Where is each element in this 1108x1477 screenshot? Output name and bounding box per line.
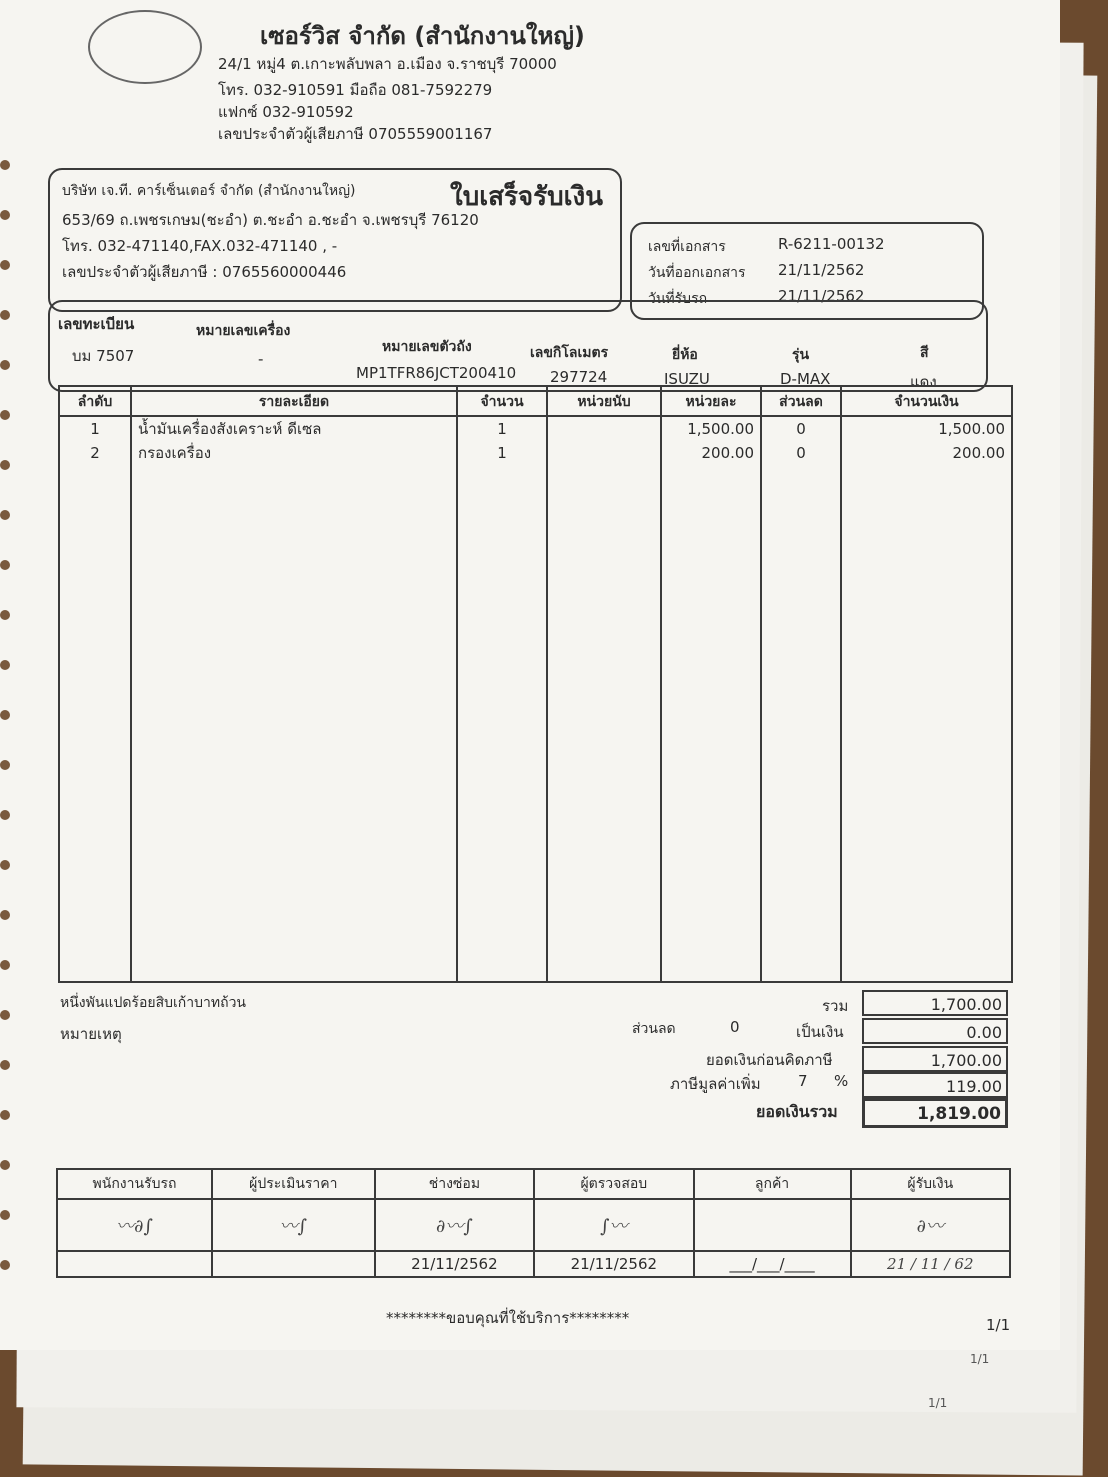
grand-total-label: ยอดเงินรวม <box>756 1102 838 1121</box>
issuer-address: 24/1 หมู่4 ต.เกาะพลับพลา อ.เมือง จ.ราชบุรี 70000 <box>218 55 557 73</box>
page-number: 1/1 <box>986 1316 1011 1334</box>
issuer-phone: โทร. 032-910591 มือถือ 081-7592279 <box>218 81 493 99</box>
signature-labels-row <box>57 1169 1010 1199</box>
seq-cell <box>59 416 131 982</box>
signature-cashier: ∂〰 <box>851 1199 1010 1251</box>
sig-label-estimator: ผู้ประเมินราคา <box>212 1169 375 1199</box>
items-header-row <box>59 386 1012 416</box>
document-title: ใบเสร็จรับเงิน <box>450 182 603 212</box>
col-seq: ลำดับ <box>59 386 131 416</box>
sum-value: 1,700.00 <box>862 990 1008 1016</box>
discount-amount: 0.00 <box>862 1018 1008 1044</box>
sig-label-inspector: ผู้ตรวจสอบ <box>534 1169 693 1199</box>
item-amount: 1,500.00 <box>938 420 1005 438</box>
item-unit <box>548 417 660 441</box>
mileage: 297724 <box>550 368 608 386</box>
customer-address: 653/69 ถ.เพชรเกษม(ชะอำ) ต.ชะอำ อ.ชะอำ จ.เพชรบุรี 76120 <box>62 211 479 229</box>
signature-estimator: 〰∫ <box>212 1199 375 1251</box>
customer-box <box>48 168 622 312</box>
item-seq: 1 <box>90 420 100 438</box>
item-unit <box>548 441 660 465</box>
sig-label-mechanic: ช่างซ่อม <box>375 1169 534 1199</box>
item-amount: 200.00 <box>952 444 1005 462</box>
item-desc: กรองเครื่อง <box>138 444 212 462</box>
item-desc: น้ำมันเครื่องสังเคราะห์ ดีเซล <box>138 420 322 438</box>
model-label: รุ่น <box>792 347 810 363</box>
underlying-page-number-2: 1/1 <box>928 1396 948 1410</box>
as-money-label: เป็นเงิน <box>796 1023 844 1041</box>
sig-date-customer: ___/___/____ <box>694 1251 851 1277</box>
item-price: 200.00 <box>701 444 754 462</box>
item-qty: 1 <box>497 420 507 438</box>
signature-marks-row <box>57 1199 1010 1251</box>
mileage-label: เลขกิโลเมตร <box>530 345 609 361</box>
sig-date-cashier: 21 / 11 / 62 <box>851 1251 1010 1277</box>
customer-tax-id: เลขประจำตัวผู้เสียภาษี : 0765560000446 <box>62 263 347 281</box>
model: D-MAX <box>780 370 831 388</box>
vat-value: 119.00 <box>862 1072 1008 1098</box>
col-unit: หน่วยนับ <box>547 386 661 416</box>
price-cell <box>661 416 761 982</box>
engine-number: - <box>258 350 264 368</box>
issuer-tax-id: เลขประจำตัวผู้เสียภาษี 0705559001167 <box>218 125 493 143</box>
issue-date-label: วันที่ออกเอกสาร <box>648 265 746 281</box>
thank-you-footer: ********ขอบคุณที่ใช้บริการ******** <box>386 1309 630 1327</box>
amount-in-words: หนึ่งพันแปดร้อยสิบเก้าบาทถ้วน <box>60 995 247 1011</box>
vehicle-box <box>48 300 988 392</box>
doc-number-label: เลขที่เอกสาร <box>648 239 726 255</box>
signature-inspector: ∫〰 <box>534 1199 693 1251</box>
signature-table <box>56 1168 1011 1278</box>
chassis-number: MP1TFR86JCT200410 <box>356 364 517 382</box>
vat-rate: 7 <box>798 1072 808 1090</box>
signature-reception: 〰∂∫ <box>57 1199 212 1251</box>
desc-cell <box>131 416 457 982</box>
grand-total-value: 1,819.00 <box>862 1098 1008 1128</box>
signature-dates-row <box>57 1251 1010 1277</box>
col-discount: ส่วนลด <box>761 386 841 416</box>
items-body <box>59 416 1012 982</box>
vat-label: ภาษีมูลค่าเพิ่ม <box>670 1075 761 1093</box>
qty-cell <box>457 416 547 982</box>
sig-date-mechanic: 21/11/2562 <box>375 1251 534 1277</box>
engine-label: หมายเลขเครื่อง <box>196 323 291 339</box>
item-qty: 1 <box>497 444 507 462</box>
before-tax-value: 1,700.00 <box>862 1046 1008 1072</box>
sig-label-cashier: ผู้รับเงิน <box>851 1169 1010 1199</box>
color-label: สี <box>920 345 929 361</box>
brand-label: ยี่ห้อ <box>672 347 698 363</box>
amount-cell <box>841 416 1012 982</box>
item-discount: 0 <box>796 420 806 438</box>
receive-date: 21/11/2562 <box>778 287 865 305</box>
before-tax-label: ยอดเงินก่อนคิดภาษี <box>706 1051 833 1069</box>
col-price: หน่วยละ <box>661 386 761 416</box>
item-discount: 0 <box>796 444 806 462</box>
chassis-label: หมายเลขตัวถัง <box>382 339 472 355</box>
tractor-feed-holes <box>0 160 14 1310</box>
discount-cell <box>761 416 841 982</box>
issue-date: 21/11/2562 <box>778 261 865 279</box>
receive-date-label: วันที่รับรถ <box>648 291 708 307</box>
col-amount: จำนวนเงิน <box>841 386 1012 416</box>
sig-date-reception <box>57 1251 212 1277</box>
item-price: 1,500.00 <box>687 420 754 438</box>
company-logo <box>88 10 202 84</box>
col-qty: จำนวน <box>457 386 547 416</box>
customer-name: บริษัท เจ.ที. คาร์เซ็นเตอร์ จำกัด (สำนักงานใหญ่) <box>62 183 356 199</box>
customer-phone: โทร. 032-471140,FAX.032-471140 , - <box>62 237 338 255</box>
unit-cell <box>547 416 661 982</box>
vat-percent-sign: % <box>834 1072 849 1090</box>
sig-label-customer: ลูกค้า <box>694 1169 851 1199</box>
signature-customer <box>694 1199 851 1251</box>
plate-label: เลขทะเบียน <box>58 315 135 333</box>
remark-label: หมายเหตุ <box>60 1025 122 1043</box>
items-table <box>58 385 1013 983</box>
issuer-fax: แฟกซ์ 032-910592 <box>218 103 354 121</box>
sig-date-estimator <box>212 1251 375 1277</box>
vehicle-color: แดง <box>910 373 937 391</box>
sig-label-reception: พนักงานรับรถ <box>57 1169 212 1199</box>
plate-number: บม 7507 <box>72 347 135 365</box>
issuer-name: เซอร์วิส จำกัด (สำนักงานใหญ่) <box>260 22 585 50</box>
discount-percent: 0 <box>730 1018 740 1036</box>
sig-date-inspector: 21/11/2562 <box>534 1251 693 1277</box>
sum-label: รวม <box>822 997 849 1015</box>
underlying-page-number: 1/1 <box>970 1352 990 1366</box>
col-desc: รายละเอียด <box>131 386 457 416</box>
signature-mechanic: ∂〰∫ <box>375 1199 534 1251</box>
discount-label: ส่วนลด <box>632 1021 676 1037</box>
item-seq: 2 <box>90 444 100 462</box>
doc-number: R-6211-00132 <box>778 235 885 253</box>
brand: ISUZU <box>664 370 710 388</box>
